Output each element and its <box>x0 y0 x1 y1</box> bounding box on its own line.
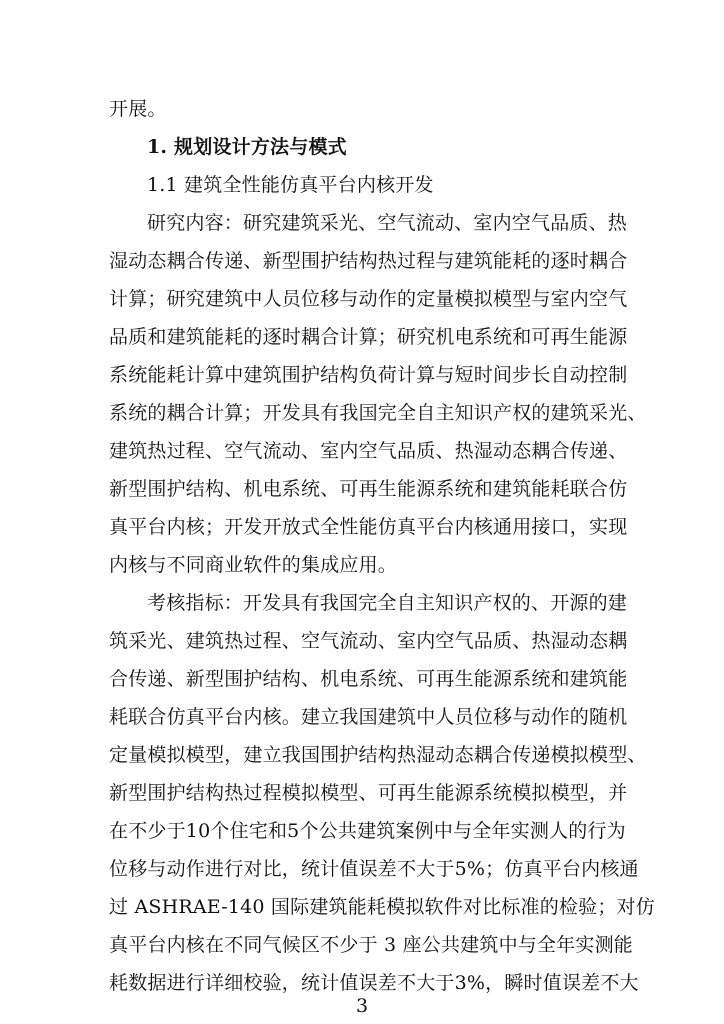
paragraph-1-line: 内核与不同商业软件的集成应用。 <box>109 554 398 576</box>
paragraph-2-line: 位移与动作进行对比，统计值误差不大于5%；仿真平台内核通 <box>109 858 639 880</box>
paragraph-1-line: 系统的耦合计算；开发具有我国完全自主知识产权的建筑采光、 <box>109 402 647 424</box>
paragraph-1-line: 研究内容：研究建筑采光、空气流动、室内空气品质、热 <box>147 212 628 234</box>
page-number: 3 <box>355 995 369 1017</box>
paragraph-2-line: 耗联合仿真平台内核。建立我国建筑中人员位移与动作的随机 <box>109 706 628 728</box>
paragraph-2-line: 真平台内核在不同气候区不少于 3 座公共建筑中与全年实测能 <box>109 934 633 956</box>
paragraph-1-line: 真平台内核；开发开放式全性能仿真平台内核通用接口，实现 <box>109 516 628 538</box>
paragraph-1-line: 系统能耗计算中建筑围护结构负荷计算与短时间步长自动控制 <box>109 364 628 386</box>
paragraph-1-line: 新型围护结构、机电系统、可再生能源系统和建筑能耗联合仿 <box>109 478 628 500</box>
paragraph-2-line: 新型围护结构热过程模拟模型、可再生能源系统模拟模型，并 <box>109 782 628 804</box>
paragraph-2-line: 合传递、新型围护结构、机电系统、可再生能源系统和建筑能 <box>109 668 628 690</box>
paragraph-2-line: 筑采光、建筑热过程、空气流动、室内空气品质、热湿动态耦 <box>109 630 628 652</box>
intro-tail-line: 开展。 <box>109 98 167 120</box>
subsection-heading: 1.1 建筑全性能仿真平台内核开发 <box>147 174 434 196</box>
paragraph-2-line: 过 ASHRAE-140 国际建筑能耗模拟软件对比标准的检验；对仿 <box>109 896 655 918</box>
paragraph-2-line: 耗数据进行详细校验，统计值误差不大于3%，瞬时值误差不大 <box>109 972 639 994</box>
paragraph-1-line: 建筑热过程、空气流动、室内空气品质、热湿动态耦合传递、 <box>109 440 628 462</box>
paragraph-1-line: 品质和建筑能耗的逐时耦合计算；研究机电系统和可再生能源 <box>109 326 628 348</box>
paragraph-2-line: 考核指标：开发具有我国完全自主知识产权的、开源的建 <box>147 592 628 614</box>
paragraph-2-line: 在不少于10个住宅和5个公共建筑案例中与全年实测人的行为 <box>109 820 626 842</box>
paragraph-1-line: 计算；研究建筑中人员位移与动作的定量模拟模型与室内空气 <box>109 288 628 310</box>
paragraph-2-line: 定量模拟模型，建立我国围护结构热湿动态耦合传递模拟模型、 <box>109 744 647 766</box>
paragraph-1-line: 湿动态耦合传递、新型围护结构热过程与建筑能耗的逐时耦合 <box>109 250 628 272</box>
section-heading: 1. 规划设计方法与模式 <box>147 136 347 158</box>
